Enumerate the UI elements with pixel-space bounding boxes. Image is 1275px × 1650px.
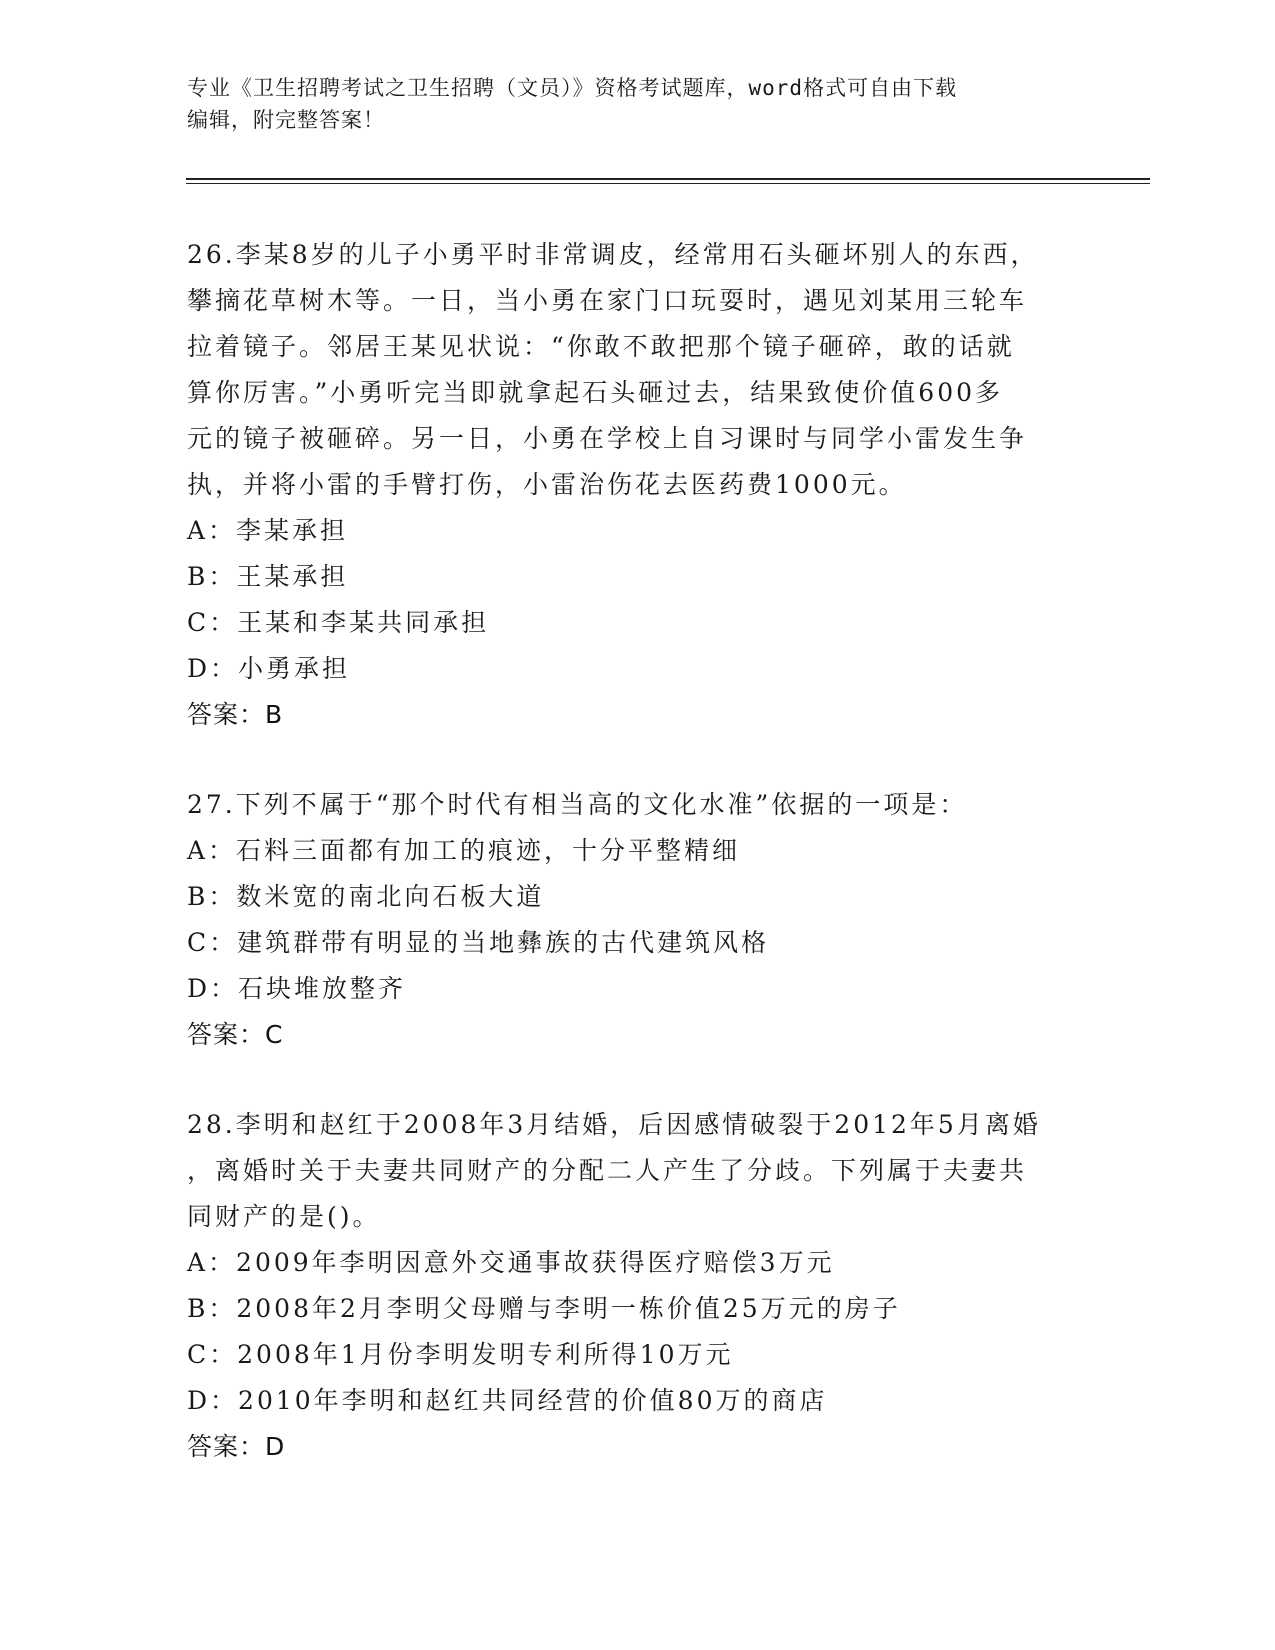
header-divider-thick bbox=[186, 178, 1150, 180]
option-d: D：2010年李明和赵红共同经营的价值80万的商店 bbox=[187, 1386, 828, 1415]
question-stem-line: 26.李某8岁的儿子小勇平时非常调皮，经常用石头砸坏别人的东西， bbox=[187, 240, 1039, 269]
header-divider-thin bbox=[186, 183, 1150, 184]
question-28 bbox=[187, 1102, 1087, 1470]
question-stem-line: 执，并将小雷的手臂打伤，小雷治伤花去医药费1000元。 bbox=[187, 470, 907, 499]
question-stem-line: 算你厉害。”小勇听完当即就拿起石头砸过去，结果致使价值600多 bbox=[187, 378, 1004, 407]
option-c: C：2008年1月份李明发明专利所得10万元 bbox=[187, 1340, 734, 1369]
question-stem-line: 攀摘花草树木等。一日，当小勇在家门口玩耍时，遇见刘某用三轮车 bbox=[187, 286, 1028, 315]
document-header bbox=[187, 72, 1067, 136]
question-stem-line: 27.下列不属于“那个时代有相当高的文化水准”依据的一项是： bbox=[187, 790, 968, 819]
option-b: B：2008年2月李明父母赠与李明一栋价值25万元的房子 bbox=[187, 1294, 901, 1323]
question-stem-line: 28.李明和赵红于2008年3月结婚，后因感情破裂于2012年5月离婚 bbox=[187, 1110, 1041, 1139]
option-d: D：小勇承担 bbox=[187, 654, 351, 683]
question-27 bbox=[187, 782, 1087, 1058]
question-stem-line: 拉着镜子。邻居王某见状说：“你敢不敢把那个镜子砸碎，敢的话就 bbox=[187, 332, 1015, 361]
option-a: A：2009年李明因意外交通事故获得医疗赔偿3万元 bbox=[187, 1248, 835, 1277]
header-line-2: 编辑，附完整答案！ bbox=[187, 108, 385, 132]
option-a: A：李某承担 bbox=[187, 516, 349, 545]
question-stem-line: ，离婚时关于夫妻共同财产的分配二人产生了分歧。下列属于夫妻共 bbox=[187, 1156, 1028, 1185]
header-line-1: 专业《卫生招聘考试之卫生招聘（文员）》资格考试题库，word格式可自由下载 bbox=[187, 76, 958, 100]
option-a: A：石料三面都有加工的痕迹，十分平整精细 bbox=[187, 836, 741, 865]
option-c: C：建筑群带有明显的当地彝族的古代建筑风格 bbox=[187, 928, 770, 957]
answer-line: 答案：B bbox=[187, 700, 284, 729]
answer-line: 答案：D bbox=[187, 1432, 286, 1461]
answer-line: 答案：C bbox=[187, 1020, 284, 1049]
question-stem-line: 元的镜子被砸碎。另一日，小勇在学校上自习课时与同学小雷发生争 bbox=[187, 424, 1028, 453]
option-d: D：石块堆放整齐 bbox=[187, 974, 407, 1003]
option-b: B：王某承担 bbox=[187, 562, 349, 591]
question-stem-line: 同财产的是()。 bbox=[187, 1202, 381, 1231]
question-26 bbox=[187, 232, 1087, 738]
question-list bbox=[187, 232, 1087, 1514]
option-c: C：王某和李某共同承担 bbox=[187, 608, 490, 637]
option-b: B：数米宽的南北向石板大道 bbox=[187, 882, 545, 911]
